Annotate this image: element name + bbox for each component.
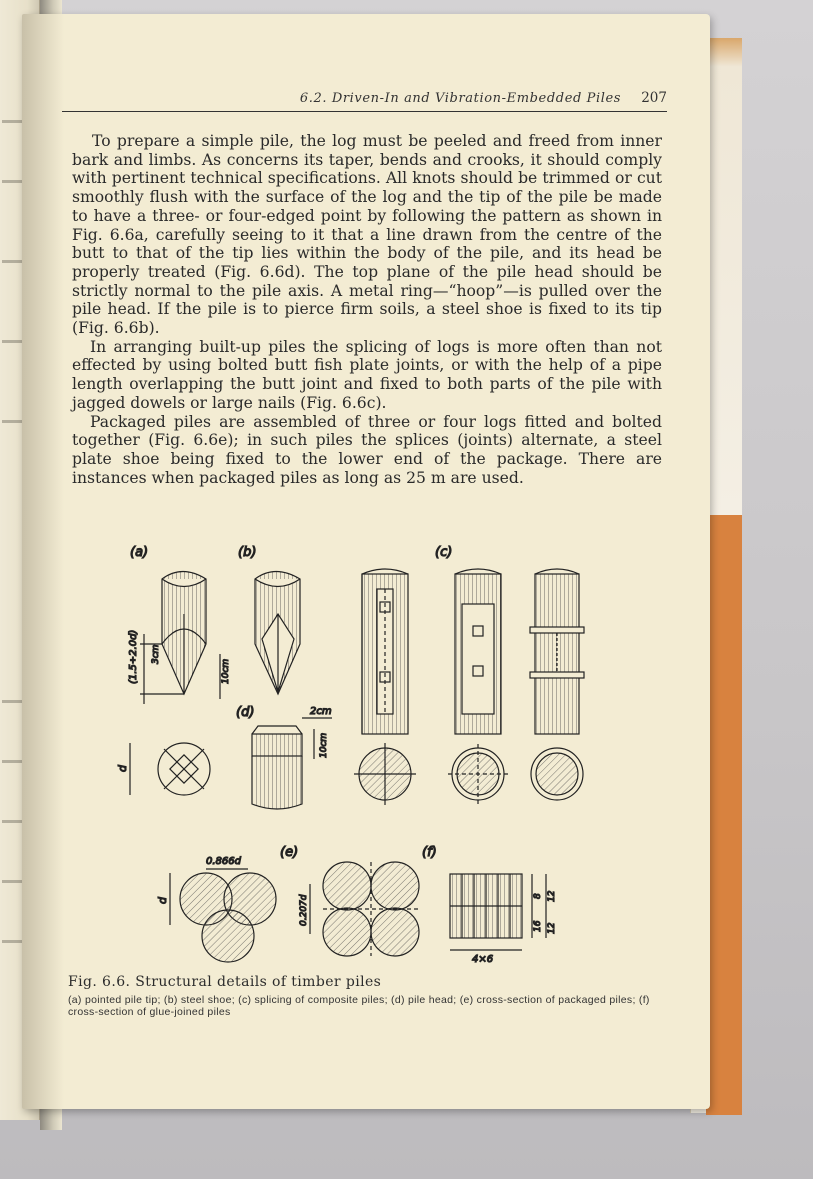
dim-3cm: 3cm — [151, 644, 161, 664]
dim-0866d: 0.866d — [206, 856, 241, 867]
label-a: (a) — [130, 545, 149, 560]
running-head — [62, 90, 667, 112]
label-c: (c) — [435, 545, 453, 560]
dim-0207d: 0.207d — [299, 894, 309, 926]
pile-c-splice-2 — [455, 569, 501, 734]
figure-caption-title: Fig. 6.6. Structural details of timber piles — [68, 974, 382, 990]
book-page — [22, 14, 710, 1109]
pile-d-head — [252, 726, 302, 809]
label-d: (d) — [236, 705, 255, 720]
cover-top-band — [706, 38, 742, 515]
dim-f-16: 16 — [533, 920, 543, 932]
cover-orange-band — [706, 515, 742, 1115]
label-b: (b) — [238, 545, 257, 560]
body-text — [72, 132, 662, 487]
pile-e-four-log — [323, 862, 419, 956]
dim-f-12a: 12 — [547, 890, 557, 902]
dim-taper: (1.5÷2.0d) — [128, 629, 139, 684]
pile-a-cross-section — [158, 743, 210, 795]
figure-drawing — [100, 534, 660, 964]
dim-d-a: d — [116, 765, 129, 772]
pile-b-steel-shoe — [255, 572, 300, 695]
dim-2cm: 2cm — [310, 706, 332, 717]
dim-f-12b: 12 — [547, 922, 557, 934]
pile-c-splice-1 — [362, 569, 408, 734]
pile-a-pointed-tip — [162, 572, 206, 695]
page-number: 207 — [641, 90, 667, 106]
figure-caption-legend: (a) pointed pile tip; (b) steel shoe; (c) splicing of composite piles; (d) pile head; (e) cross-section of packaged piles; (f) cross-section of glue-joined piles — [68, 994, 650, 1018]
paragraph-2: In arranging built-up piles the splicing of logs is more often than not effected by using bolted butt fish plate joints, or with the help of a pipe length overlapping the butt joint and fixed to both parts of the pile with jagged dowels or large nails (Fig. 6.6c). — [72, 337, 662, 412]
running-head-title: 6.2. Driven-In and Vibration-Embedded Piles — [299, 91, 622, 106]
dim-f-8: 8 — [533, 893, 543, 899]
pile-f-glue-joined — [450, 874, 522, 938]
pile-e-three-log — [180, 873, 276, 962]
pile-c-cross-sections — [354, 743, 583, 805]
dim-tip-10cm: 10cm — [221, 658, 231, 684]
dim-d-e: d — [156, 897, 169, 904]
paragraph-1: To prepare a simple pile, the log must be peeled and freed from inner bark and limbs. As concerns its taper, bends and crooks, it should comply with pertinent technical specifications. All knots should be trimmed or cut smoothly flush with the surface of the log and the tip of the pile be made to have a three- or four-edged point by following the pattern as shown in Fig. 6.6a, carefully seeing to it that a line drawn from the centre of the butt to that of the tip lies within the body of the pile, and its head be properly treated (Fig. 6.6d). The top plane of the pile head should be strictly normal to the pile axis. A metal ring—“hoop”—is pulled over the pile head. If the pile is to pierce firm soils, a steel shoe is fixed to its tip (Fig. 6.6b). — [72, 132, 662, 338]
figure-timber-piles — [100, 534, 660, 964]
dim-f-4x6: 4×6 — [472, 954, 494, 964]
label-e: (e) — [280, 845, 299, 860]
paragraph-3: Packaged piles are assembled of three or four logs fitted and bolted together (Fig. 6.6e); in such piles the splices (joints) alternate, a steel plate shoe being fixed to the lower end of the package. There are instances when packaged piles as long as 25 m are used. — [72, 412, 662, 487]
label-f: (f) — [422, 845, 437, 860]
dim-10cm: 10cm — [319, 732, 329, 758]
pile-c-splice-3 — [530, 569, 584, 734]
